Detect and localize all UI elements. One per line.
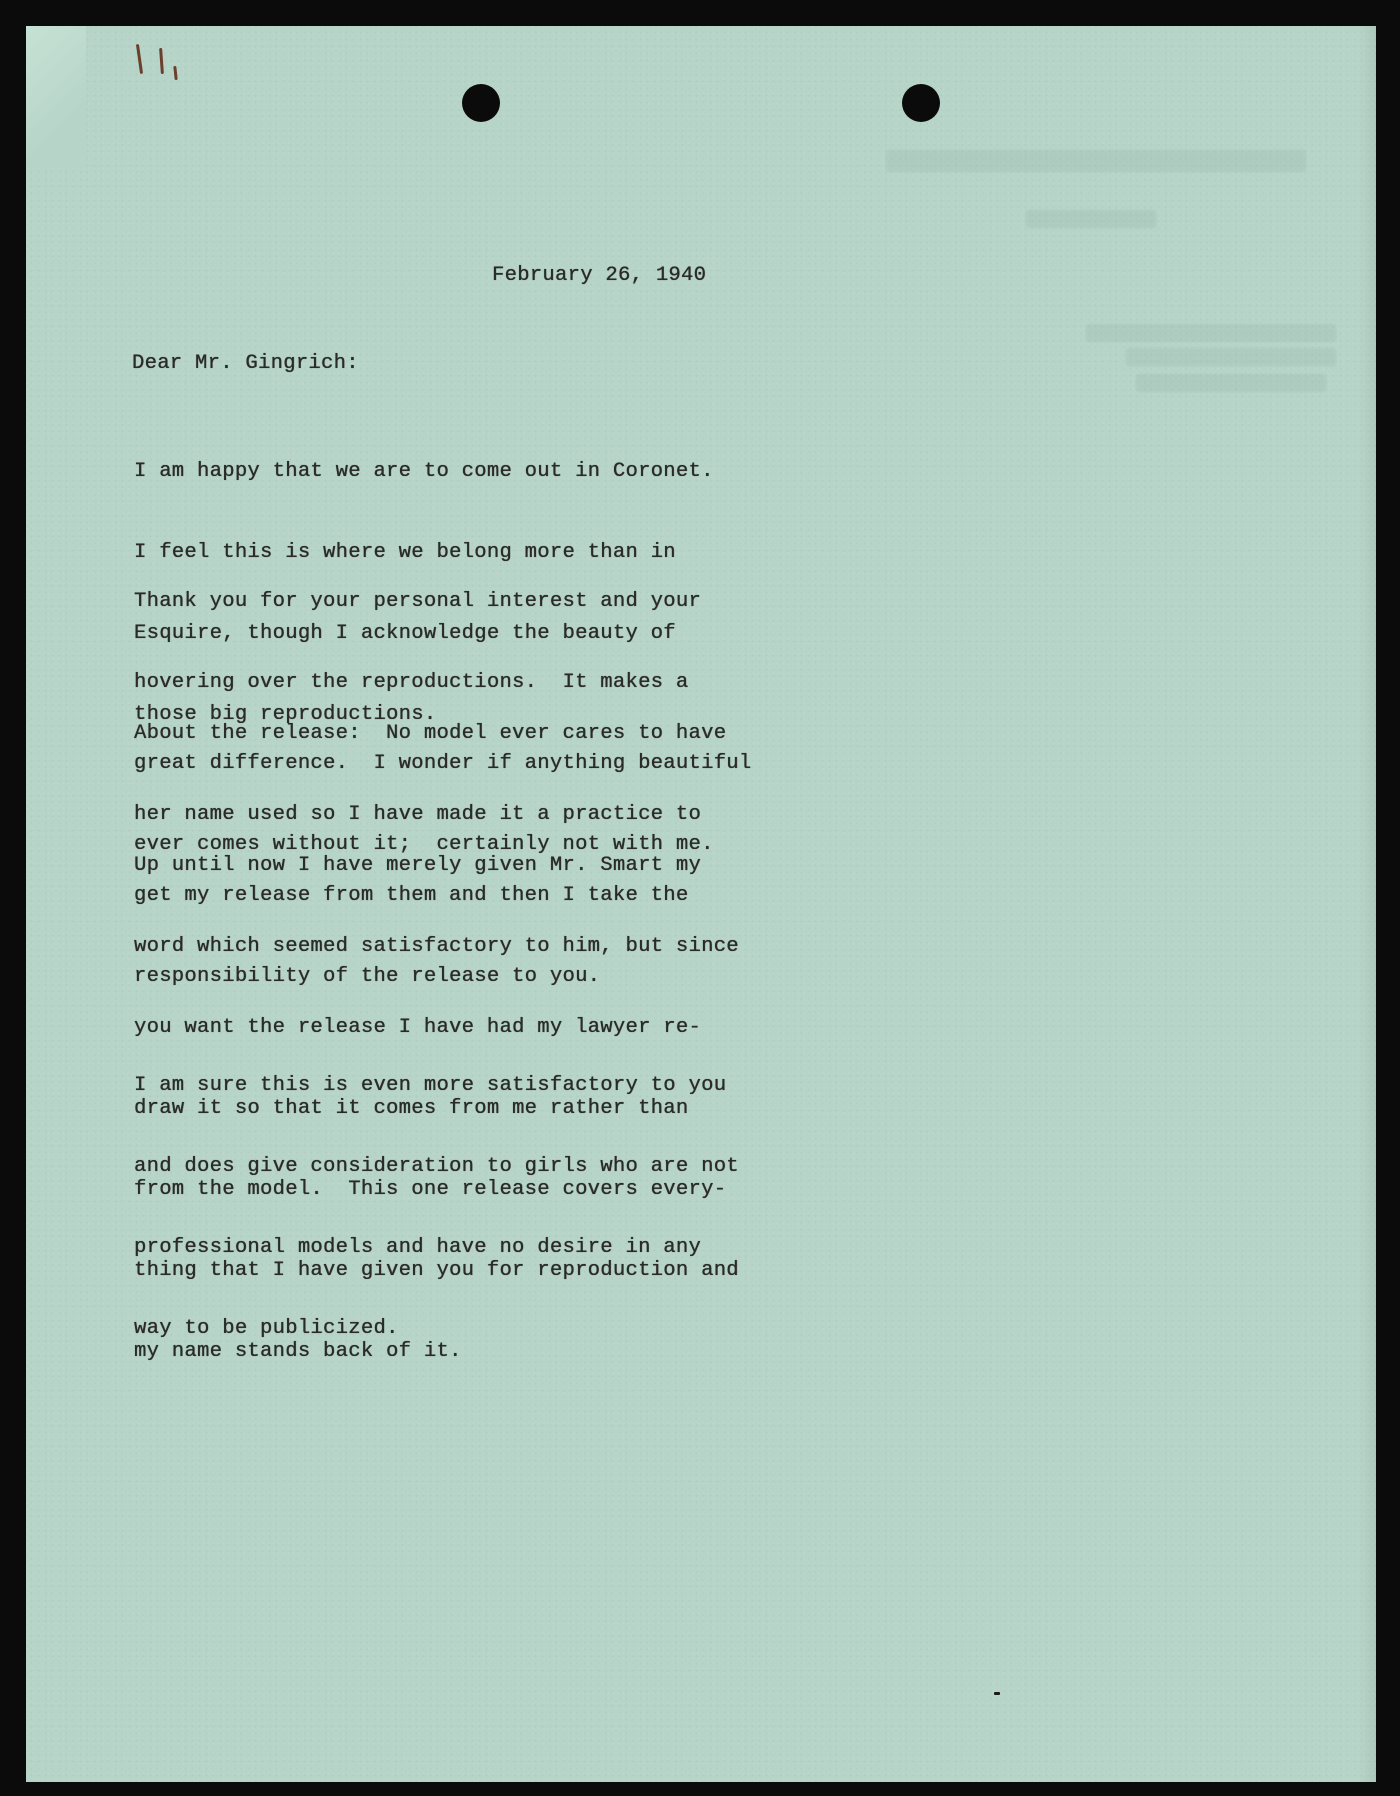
punch-hole-right	[902, 84, 940, 122]
paragraph-line: her name used so I have made it a practice to	[134, 803, 702, 826]
paragraph-line: I am sure this is even more satisfactory to you	[134, 1074, 727, 1097]
letter-sheet	[26, 26, 1376, 1782]
torn-corner	[26, 26, 86, 166]
show-through-text	[1126, 348, 1336, 366]
paragraph-line: hovering over the reproductions. It makes a	[134, 671, 689, 694]
paragraph-line: I feel this is where we belong more than in	[134, 541, 676, 564]
show-through-text	[1136, 374, 1326, 392]
pencil-mark	[173, 66, 177, 80]
paragraph-line: Esquire, though I acknowledge the beauty of	[134, 622, 676, 645]
paragraph-line: my name stands back of it.	[134, 1340, 462, 1363]
paragraph-line: word which seemed satisfactory to him, but since	[134, 935, 739, 958]
pencil-mark	[159, 48, 164, 74]
paragraph-line: great difference. I wonder if anything beautiful	[134, 752, 752, 775]
paragraph-line: Thank you for your personal interest and your	[134, 590, 702, 613]
paragraph-line: way to be publicized.	[134, 1317, 399, 1340]
paragraph-line: responsibility of the release to you.	[134, 965, 601, 988]
salutation: Dear Mr. Gingrich:	[132, 352, 359, 375]
paragraph-5	[134, 1018, 739, 1396]
paragraph-line: Up until now I have merely given Mr. Smart my	[134, 854, 702, 877]
paragraph-line: About the release: No model ever cares to have	[134, 722, 727, 745]
paragraph-line: thing that I have given you for reproduction and	[134, 1259, 739, 1282]
paragraph-line: those big reproductions.	[134, 703, 437, 726]
page-edge-shadow	[1358, 26, 1376, 1782]
show-through-text	[886, 150, 1306, 172]
paragraph-line: I am happy that we are to come out in Coronet.	[134, 460, 714, 483]
paragraph-line: draw it so that it comes from me rather than	[134, 1097, 689, 1120]
paragraph-line: get my release from them and then I take the	[134, 884, 689, 907]
stray-mark	[994, 1692, 1000, 1695]
show-through-text	[1086, 324, 1336, 342]
letter-date: February 26, 1940	[492, 264, 707, 287]
paragraph-line: from the model. This one release covers every-	[134, 1178, 727, 1201]
paragraph-line: ever comes without it; certainly not with me.	[134, 833, 714, 856]
punch-hole-left	[462, 84, 500, 122]
paragraph-line: professional models and have no desire in any	[134, 1236, 702, 1259]
show-through-text	[1026, 210, 1156, 228]
paragraph-line: you want the release I have had my lawyer re-	[134, 1016, 702, 1039]
pencil-mark	[136, 44, 143, 74]
paragraph-line: and does give consideration to girls who are not	[134, 1155, 739, 1178]
